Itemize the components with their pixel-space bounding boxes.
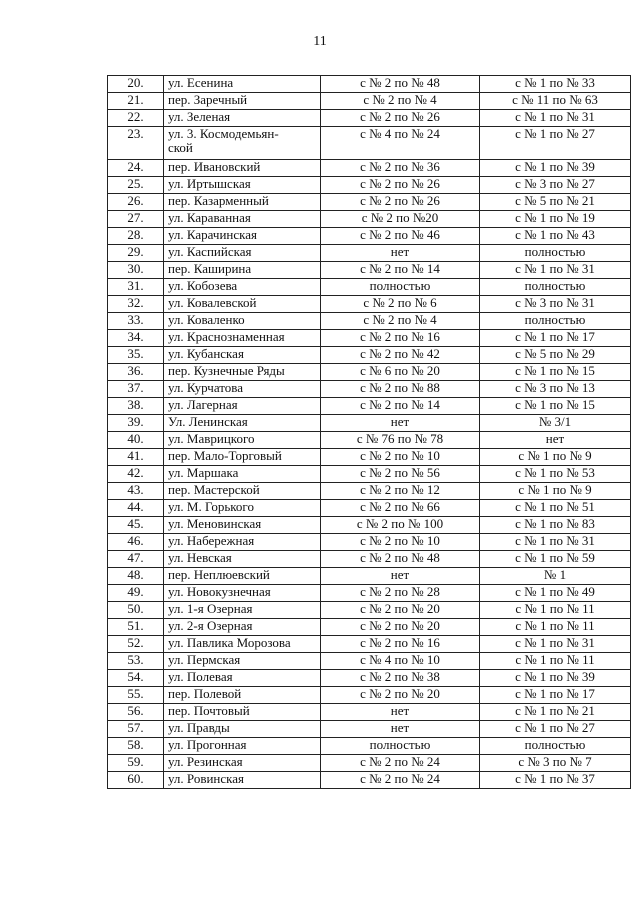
row-number-cell: 36. [108, 364, 164, 381]
even-houses-cell: с № 2 по № 16 [321, 330, 480, 347]
table-row [108, 313, 631, 330]
odd-houses-cell: с № 1 по № 39 [480, 670, 631, 687]
odd-houses-cell: с № 1 по № 49 [480, 585, 631, 602]
table-row [108, 568, 631, 585]
even-houses-cell: нет [321, 721, 480, 738]
even-houses-cell: нет [321, 568, 480, 585]
table-row [108, 721, 631, 738]
street-name-cell: ул. Прогонная [164, 738, 321, 755]
table-row [108, 704, 631, 721]
odd-houses-cell: с № 1 по № 31 [480, 534, 631, 551]
street-name-cell: пер. Мало-Торговый [164, 449, 321, 466]
table-row [108, 602, 631, 619]
table-row [108, 330, 631, 347]
even-houses-cell: нет [321, 415, 480, 432]
street-name-cell: ул. Правды [164, 721, 321, 738]
even-houses-cell: с № 4 по № 24 [321, 127, 480, 160]
even-houses-cell: с № 2 по № 4 [321, 313, 480, 330]
table-row [108, 432, 631, 449]
even-houses-cell: с № 2 по № 14 [321, 398, 480, 415]
row-number-cell: 51. [108, 619, 164, 636]
even-houses-cell: с № 2 по № 88 [321, 381, 480, 398]
street-name-cell: ул. Кобозева [164, 279, 321, 296]
even-houses-cell: с № 2 по № 14 [321, 262, 480, 279]
street-name-cell: ул. М. Горького [164, 500, 321, 517]
table-row [108, 670, 631, 687]
odd-houses-cell: с № 1 по № 9 [480, 449, 631, 466]
row-number-cell: 23. [108, 127, 164, 160]
even-houses-cell: с № 2 по № 28 [321, 585, 480, 602]
street-name-cell: ул. Резинская [164, 755, 321, 772]
table-row [108, 296, 631, 313]
street-name-cell: пер. Полевой [164, 687, 321, 704]
street-name-cell: ул. Маршака [164, 466, 321, 483]
table-row [108, 483, 631, 500]
table-row [108, 687, 631, 704]
row-number-cell: 45. [108, 517, 164, 534]
table-row [108, 211, 631, 228]
street-name-cell: ул. Курчатова [164, 381, 321, 398]
street-name-cell: ул. 1-я Озерная [164, 602, 321, 619]
even-houses-cell: нет [321, 245, 480, 262]
odd-houses-cell: № 3/1 [480, 415, 631, 432]
row-number-cell: 38. [108, 398, 164, 415]
row-number-cell: 52. [108, 636, 164, 653]
row-number-cell: 35. [108, 347, 164, 364]
table-row [108, 364, 631, 381]
row-number-cell: 29. [108, 245, 164, 262]
table-row [108, 76, 631, 93]
street-name-cell: пер. Почтовый [164, 704, 321, 721]
odd-houses-cell: с № 1 по № 39 [480, 160, 631, 177]
table-row [108, 160, 631, 177]
odd-houses-cell: с № 1 по № 31 [480, 110, 631, 127]
odd-houses-cell: с № 1 по № 17 [480, 687, 631, 704]
street-name-cell: ул. Невская [164, 551, 321, 568]
table-row [108, 738, 631, 755]
row-number-cell: 59. [108, 755, 164, 772]
row-number-cell: 56. [108, 704, 164, 721]
even-houses-cell: с № 6 по № 20 [321, 364, 480, 381]
street-name-cell: ул. Полевая [164, 670, 321, 687]
table-row [108, 194, 631, 211]
street-name-cell: ул. Лагерная [164, 398, 321, 415]
even-houses-cell: полностью [321, 738, 480, 755]
even-houses-cell: нет [321, 704, 480, 721]
table-row [108, 619, 631, 636]
row-number-cell: 41. [108, 449, 164, 466]
table-row [108, 262, 631, 279]
streets-table [107, 75, 631, 789]
odd-houses-cell: с № 1 по № 19 [480, 211, 631, 228]
odd-houses-cell: с № 1 по № 15 [480, 398, 631, 415]
odd-houses-cell: с № 1 по № 11 [480, 602, 631, 619]
even-houses-cell: с № 2 по № 20 [321, 619, 480, 636]
even-houses-cell: с № 2 по № 26 [321, 110, 480, 127]
odd-houses-cell: с № 3 по № 13 [480, 381, 631, 398]
even-houses-cell: с № 2 по № 24 [321, 772, 480, 789]
table-row [108, 755, 631, 772]
street-name-cell: пер. Кузнечные Ряды [164, 364, 321, 381]
row-number-cell: 39. [108, 415, 164, 432]
even-houses-cell: с № 2 по № 16 [321, 636, 480, 653]
even-houses-cell: полностью [321, 279, 480, 296]
row-number-cell: 40. [108, 432, 164, 449]
street-name-cell: пер. Казарменный [164, 194, 321, 211]
table-row [108, 534, 631, 551]
street-name-cell: ул. Павлика Морозова [164, 636, 321, 653]
even-houses-cell: с № 2 по № 48 [321, 551, 480, 568]
table-row [108, 415, 631, 432]
odd-houses-cell: с № 1 по № 43 [480, 228, 631, 245]
even-houses-cell: с № 76 по № 78 [321, 432, 480, 449]
street-name-cell: ул. Набережная [164, 534, 321, 551]
row-number-cell: 46. [108, 534, 164, 551]
row-number-cell: 30. [108, 262, 164, 279]
street-name-cell: ул. 2-я Озерная [164, 619, 321, 636]
table-row [108, 772, 631, 789]
streets-table-body [108, 76, 631, 789]
row-number-cell: 55. [108, 687, 164, 704]
street-name-cell: ул. Караванная [164, 211, 321, 228]
table-row [108, 500, 631, 517]
table-row [108, 551, 631, 568]
odd-houses-cell: с № 1 по № 83 [480, 517, 631, 534]
even-houses-cell: с № 2 по № 20 [321, 687, 480, 704]
row-number-cell: 26. [108, 194, 164, 211]
row-number-cell: 47. [108, 551, 164, 568]
odd-houses-cell: с № 5 по № 21 [480, 194, 631, 211]
odd-houses-cell: с № 3 по № 31 [480, 296, 631, 313]
street-name-cell: ул. Зеленая [164, 110, 321, 127]
page-number: 11 [313, 34, 327, 49]
row-number-cell: 48. [108, 568, 164, 585]
even-houses-cell: с № 2 по № 12 [321, 483, 480, 500]
row-number-cell: 60. [108, 772, 164, 789]
even-houses-cell: с № 2 по № 66 [321, 500, 480, 517]
street-name-cell: Ул. Ленинская [164, 415, 321, 432]
odd-houses-cell: с № 5 по № 29 [480, 347, 631, 364]
street-name-cell: ул. Кубанская [164, 347, 321, 364]
street-name-cell: ул. Есенина [164, 76, 321, 93]
odd-houses-cell: с № 1 по № 27 [480, 721, 631, 738]
street-name-cell: ул. Краснознаменная [164, 330, 321, 347]
row-number-cell: 53. [108, 653, 164, 670]
table-row [108, 177, 631, 194]
row-number-cell: 44. [108, 500, 164, 517]
table-row [108, 347, 631, 364]
table-row [108, 449, 631, 466]
odd-houses-cell: нет [480, 432, 631, 449]
odd-houses-cell: с № 1 по № 27 [480, 127, 631, 160]
table-row [108, 245, 631, 262]
row-number-cell: 24. [108, 160, 164, 177]
table-row [108, 398, 631, 415]
row-number-cell: 58. [108, 738, 164, 755]
table-row [108, 585, 631, 602]
even-houses-cell: с № 2 по № 10 [321, 534, 480, 551]
street-name-cell: ул. Новокузнечная [164, 585, 321, 602]
odd-houses-cell: с № 1 по № 11 [480, 619, 631, 636]
even-houses-cell: с № 2 по № 38 [321, 670, 480, 687]
even-houses-cell: с № 2 по № 26 [321, 194, 480, 211]
table-row [108, 636, 631, 653]
even-houses-cell: с № 2 по №20 [321, 211, 480, 228]
odd-houses-cell: полностью [480, 245, 631, 262]
odd-houses-cell: полностью [480, 738, 631, 755]
street-name-cell: ул. Иртышская [164, 177, 321, 194]
odd-houses-cell: с № 1 по № 53 [480, 466, 631, 483]
table-row [108, 517, 631, 534]
row-number-cell: 31. [108, 279, 164, 296]
odd-houses-cell: № 1 [480, 568, 631, 585]
odd-houses-cell: с № 3 по № 27 [480, 177, 631, 194]
street-name-cell: пер. Заречный [164, 93, 321, 110]
even-houses-cell: с № 2 по № 6 [321, 296, 480, 313]
street-name-cell: ул. Ровинская [164, 772, 321, 789]
street-name-cell: ул. Ковалевской [164, 296, 321, 313]
row-number-cell: 33. [108, 313, 164, 330]
row-number-cell: 49. [108, 585, 164, 602]
even-houses-cell: с № 2 по № 4 [321, 93, 480, 110]
odd-houses-cell: с № 1 по № 21 [480, 704, 631, 721]
row-number-cell: 37. [108, 381, 164, 398]
street-name-cell: ул. Коваленко [164, 313, 321, 330]
row-number-cell: 28. [108, 228, 164, 245]
odd-houses-cell: с № 1 по № 31 [480, 262, 631, 279]
table-row [108, 127, 631, 160]
even-houses-cell: с № 2 по № 26 [321, 177, 480, 194]
table-row [108, 466, 631, 483]
table-row [108, 93, 631, 110]
street-name-cell: ул. Карачинская [164, 228, 321, 245]
row-number-cell: 57. [108, 721, 164, 738]
odd-houses-cell: с № 1 по № 11 [480, 653, 631, 670]
even-houses-cell: с № 2 по № 56 [321, 466, 480, 483]
even-houses-cell: с № 2 по № 48 [321, 76, 480, 93]
table-row [108, 279, 631, 296]
street-name-cell: пер. Каширина [164, 262, 321, 279]
row-number-cell: 25. [108, 177, 164, 194]
odd-houses-cell: с № 1 по № 37 [480, 772, 631, 789]
street-name-cell: пер. Ивановский [164, 160, 321, 177]
even-houses-cell: с № 2 по № 10 [321, 449, 480, 466]
row-number-cell: 32. [108, 296, 164, 313]
street-name-cell: ул. Каспийская [164, 245, 321, 262]
row-number-cell: 54. [108, 670, 164, 687]
row-number-cell: 22. [108, 110, 164, 127]
row-number-cell: 50. [108, 602, 164, 619]
row-number-cell: 42. [108, 466, 164, 483]
even-houses-cell: с № 2 по № 24 [321, 755, 480, 772]
even-houses-cell: с № 2 по № 20 [321, 602, 480, 619]
street-name-cell: ул. 3. Космодемьян- ской [164, 127, 321, 160]
odd-houses-cell: с № 1 по № 51 [480, 500, 631, 517]
row-number-cell: 34. [108, 330, 164, 347]
table-row [108, 653, 631, 670]
row-number-cell: 20. [108, 76, 164, 93]
table-row [108, 228, 631, 245]
odd-houses-cell: с № 1 по № 9 [480, 483, 631, 500]
odd-houses-cell: с № 1 по № 17 [480, 330, 631, 347]
table-row [108, 110, 631, 127]
odd-houses-cell: с № 3 по № 7 [480, 755, 631, 772]
street-name-cell: пер. Мастерской [164, 483, 321, 500]
street-name-cell: ул. Меновинская [164, 517, 321, 534]
row-number-cell: 43. [108, 483, 164, 500]
even-houses-cell: с № 2 по № 36 [321, 160, 480, 177]
street-name-cell: ул. Маврицкого [164, 432, 321, 449]
odd-houses-cell: с № 1 по № 31 [480, 636, 631, 653]
row-number-cell: 21. [108, 93, 164, 110]
odd-houses-cell: с № 11 по № 63 [480, 93, 631, 110]
odd-houses-cell: полностью [480, 313, 631, 330]
odd-houses-cell: с № 1 по № 59 [480, 551, 631, 568]
even-houses-cell: с № 2 по № 100 [321, 517, 480, 534]
even-houses-cell: с № 4 по № 10 [321, 653, 480, 670]
even-houses-cell: с № 2 по № 46 [321, 228, 480, 245]
table-row [108, 381, 631, 398]
street-name-cell: ул. Пермская [164, 653, 321, 670]
odd-houses-cell: с № 1 по № 33 [480, 76, 631, 93]
street-name-cell: пер. Неплюевский [164, 568, 321, 585]
odd-houses-cell: полностью [480, 279, 631, 296]
odd-houses-cell: с № 1 по № 15 [480, 364, 631, 381]
even-houses-cell: с № 2 по № 42 [321, 347, 480, 364]
row-number-cell: 27. [108, 211, 164, 228]
